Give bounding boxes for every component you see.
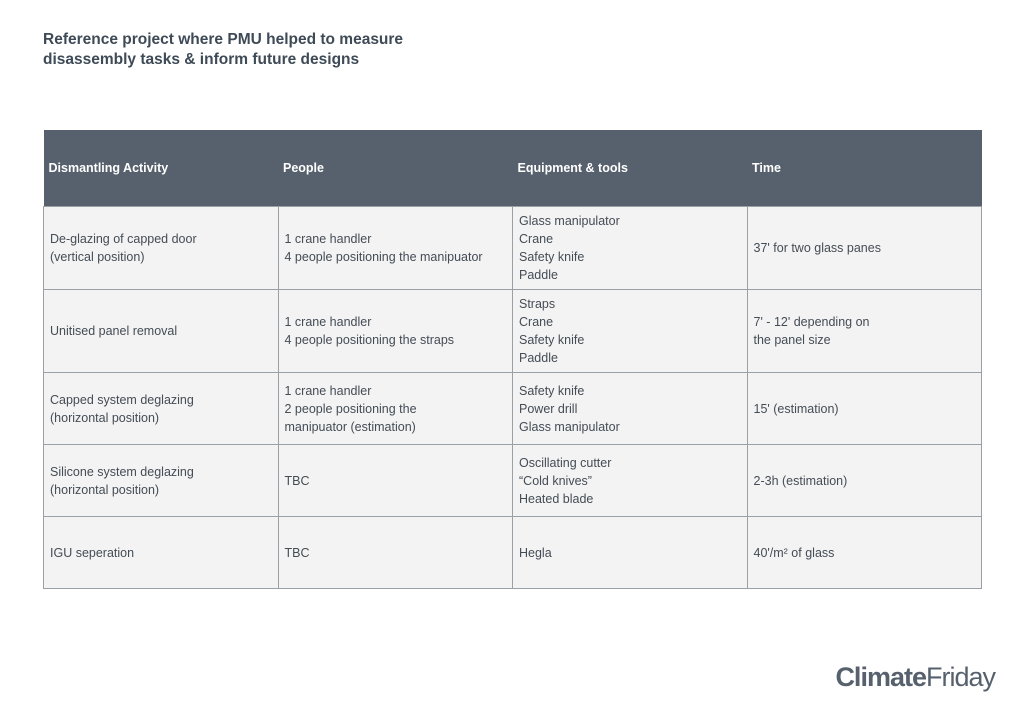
header-dismantling-activity: Dismantling Activity <box>44 130 279 207</box>
climate-friday-logo <box>835 662 995 693</box>
cell-line: TBC <box>284 473 310 488</box>
people-cell <box>278 517 513 589</box>
cell-line: 1 crane handler <box>284 232 372 246</box>
cell-line: Power drill <box>519 401 578 416</box>
people-cell <box>278 445 513 517</box>
equipment-cell <box>513 517 748 589</box>
table-header-row <box>44 130 982 207</box>
cell-line: 37' for two glass panes <box>753 241 881 255</box>
cell-line: Safety knife <box>519 383 585 398</box>
time-cell <box>747 445 982 517</box>
cell-line: 15' (estimation) <box>753 401 839 416</box>
cell-line: Heated blade <box>519 491 594 506</box>
page-title-line-1: Reference project where PMU helped to measure <box>43 31 404 48</box>
cell-line: “Cold knives” <box>519 473 592 488</box>
table-row <box>44 517 982 589</box>
cell-line: 4 people positioning the manipuator <box>284 250 483 264</box>
time-cell <box>747 373 982 445</box>
equipment-cell <box>513 207 748 290</box>
table-row <box>44 290 982 373</box>
cell-line: (horizontal position) <box>50 482 160 497</box>
cell-line: Crane <box>519 315 554 329</box>
activity-cell <box>44 517 279 589</box>
cell-line: 1 crane handler <box>284 315 372 329</box>
cell-line: 2 people positioning the <box>284 401 417 416</box>
cell-line: Glass manipulator <box>519 419 620 434</box>
dismantling-activities-table <box>43 130 982 589</box>
cell-line: Hegla <box>519 545 552 560</box>
table-row <box>44 373 982 445</box>
cell-line: 7' - 12' depending on <box>753 315 870 329</box>
cell-line: TBC <box>284 545 310 560</box>
header-time: Time <box>747 130 982 207</box>
cell-line: IGU seperation <box>50 545 135 560</box>
equipment-cell <box>513 445 748 517</box>
cell-line: Straps <box>519 297 556 311</box>
page-title-line-2: disassembly tasks & inform future designs <box>43 51 360 68</box>
cell-line: 1 crane handler <box>284 383 372 398</box>
cell-line: Unitised panel removal <box>50 324 178 338</box>
cell-line: Silicone system deglazing <box>50 464 194 479</box>
table-row <box>44 207 982 290</box>
header-people: People <box>278 130 513 207</box>
cell-line: Capped system deglazing <box>50 392 194 407</box>
cell-line: Oscillating cutter <box>519 455 612 470</box>
people-cell <box>278 373 513 445</box>
equipment-cell <box>513 373 748 445</box>
page-title <box>43 30 463 70</box>
cell-line: Glass manipulator <box>519 214 620 228</box>
time-cell <box>747 207 982 290</box>
activity-cell <box>44 445 279 517</box>
cell-line: 4 people positioning the straps <box>284 333 455 347</box>
people-cell <box>278 290 513 373</box>
cell-line: (horizontal position) <box>50 410 160 425</box>
time-cell <box>747 290 982 373</box>
activity-cell <box>44 290 279 373</box>
cell-line: 40'/m² of glass <box>753 545 835 560</box>
cell-line: Safety knife <box>519 333 585 347</box>
cell-line: De-glazing of capped door <box>50 232 197 246</box>
table-row <box>44 445 982 517</box>
header-equipment-tools: Equipment & tools <box>513 130 748 207</box>
cell-line: (vertical position) <box>50 250 145 264</box>
cell-line: manipuator (estimation) <box>284 419 416 434</box>
cell-line: Paddle <box>519 268 558 282</box>
people-cell <box>278 207 513 290</box>
equipment-cell <box>513 290 748 373</box>
time-cell <box>747 517 982 589</box>
logo-word-friday: Friday <box>925 662 995 692</box>
cell-line: 2-3h (estimation) <box>753 473 848 488</box>
activity-cell <box>44 207 279 290</box>
cell-line: the panel size <box>753 333 831 347</box>
logo-word-climate: Climate <box>835 662 926 692</box>
cell-line: Safety knife <box>519 250 585 264</box>
cell-line: Crane <box>519 232 554 246</box>
cell-line: Paddle <box>519 351 558 365</box>
activity-cell <box>44 373 279 445</box>
